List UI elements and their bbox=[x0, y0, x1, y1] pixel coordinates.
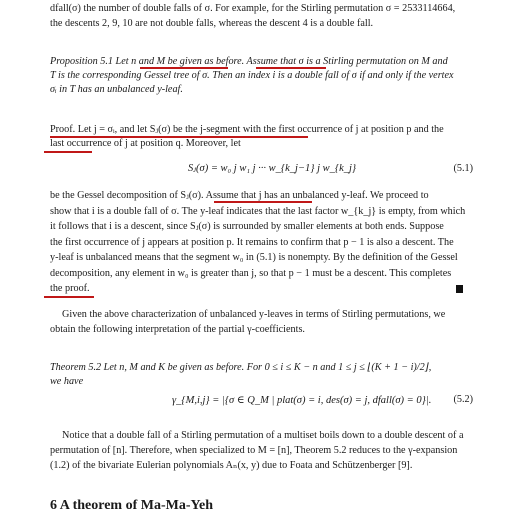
proof-line-1: Proof. Let j = σᵢ, and let Sⱼ(σ) be the j-segment with the first occurrence of j at position p and the bbox=[50, 124, 444, 135]
annotation-underline bbox=[50, 136, 308, 138]
proposition-line-3: σᵢ in T has an unbalanced y-leaf. bbox=[50, 84, 183, 95]
section-heading: 6 A theorem of Ma-Ma-Yeh bbox=[50, 498, 214, 513]
notice-line-2: permutation of [n]. Therefore, when specialized to M = [n], Theorem 5.2 reduces to the γ-expansion bbox=[50, 445, 458, 456]
annotation-underline bbox=[256, 67, 326, 69]
notice-line-1: Notice that a double fall of a Stirling permutation of a multiset boils down to a double descent of a bbox=[62, 430, 464, 441]
equation-number: (5.1) bbox=[453, 163, 473, 174]
proposition-line-2: T is the corresponding Gessel tree of σ. Then an index i is a double fall of σ if and only if the vertex bbox=[50, 70, 454, 81]
proof-body-line: show that i is a double fall of σ. The y-leaf indicates that the last factor w_{k_j} is empty, from which bbox=[50, 206, 466, 217]
equation-number: (5.2) bbox=[453, 394, 473, 405]
annotation-underline bbox=[44, 296, 94, 298]
proposition-line-1: Proposition 5.1 Let n and M be given as before. Assume that σ is a Stirling permutation on M and bbox=[50, 56, 448, 67]
equation-5-2: γ_{M,i,j} = |{σ ∈ Q_M | plat(σ) = i, des(σ) = j, dfall(σ) = 0}|. bbox=[172, 395, 432, 406]
notice-line-3: (1.2) of the bivariate Eulerian polynomials Aₙ(x, y) due to Foata and Schützenberger [9]. bbox=[50, 460, 413, 471]
after-proof-line-1: Given the above characterization of unbalanced y-leaves in terms of Stirling permutations, we bbox=[62, 309, 446, 320]
equation-5-1: Sⱼ(σ) = w₀ j w₁ j ··· w_{k_j−1} j w_{k_j} bbox=[188, 163, 357, 174]
proof-body-line: it follows that i is a descent, since Sⱼ(σ) is surrounded by smaller elements at both ends. Suppose bbox=[50, 221, 444, 232]
annotation-underline bbox=[44, 151, 92, 153]
qed-box bbox=[456, 285, 463, 293]
proof-body-line: y-leaf is unbalanced means that the segment w₀ in (5.1) is nonempty. By the definition of the Gessel bbox=[50, 252, 458, 263]
theorem-line-1: Theorem 5.2 Let n, M and K be given as before. For 0 ≤ i ≤ K − n and 1 ≤ j ≤ ⌊(K + 1 − i)/2⌋, bbox=[50, 362, 432, 373]
proof-body-line: be the Gessel decomposition of Sⱼ(σ). Assume that j has an unbalanced y-leaf. We proceed to bbox=[50, 190, 429, 201]
proof-line-2: last occurrence of j at position q. Moreover, let bbox=[50, 138, 241, 149]
theorem-line-2: we have bbox=[50, 376, 84, 387]
intro-line-1: dfall(σ) the number of double falls of σ. For example, for the Stirling permutation σ = 2533114664, bbox=[50, 3, 456, 14]
annotation-underline bbox=[214, 201, 312, 203]
proof-body-line: the first occurrence of j appears at position p. It remains to confirm that p − 1 is also a descent. The bbox=[50, 237, 454, 248]
proof-body-line: the proof. bbox=[50, 283, 90, 294]
intro-line-2: the descents 2, 9, 10 are not double falls, whereas the descent 4 is a double fall. bbox=[50, 18, 374, 29]
after-proof-line-2: obtain the following interpretation of the partial γ-coefficients. bbox=[50, 324, 305, 335]
annotation-underline bbox=[140, 67, 228, 69]
proof-body-line: decomposition, any element in w₀ is greater than j, so that p − 1 must be a descent. This completes bbox=[50, 268, 452, 279]
